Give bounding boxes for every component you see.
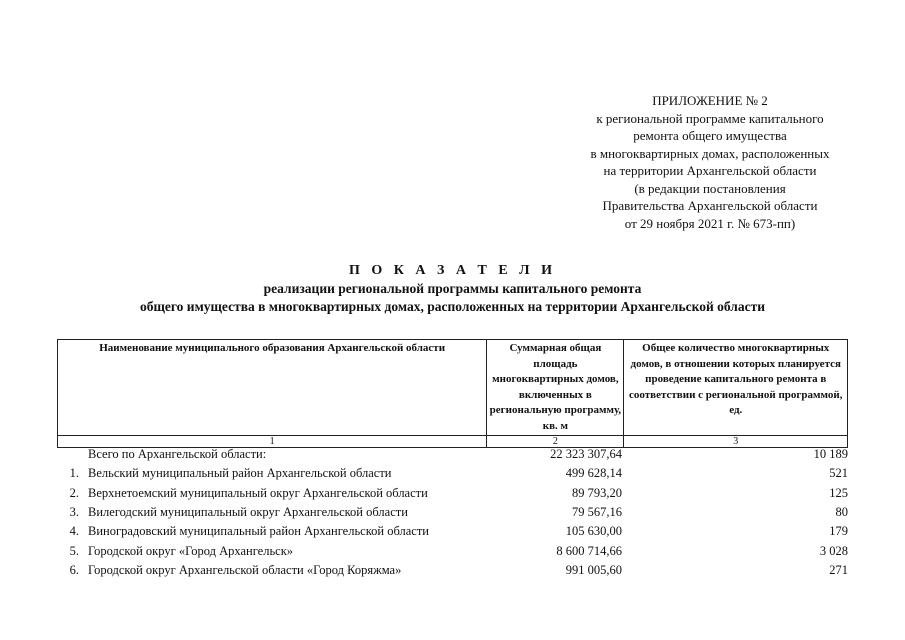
row-count: 3 028 bbox=[819, 543, 848, 558]
table-row bbox=[57, 466, 848, 484]
row-index: 1. bbox=[69, 466, 79, 481]
appendix-line: в многоквартирных домах, расположенных bbox=[590, 145, 830, 161]
header-area bbox=[487, 340, 624, 436]
appendix-line: к региональной программе капитального bbox=[596, 110, 824, 126]
title-line-2: общего имущества в многоквартирных домах, расположенных на территории Архангельской области bbox=[139, 299, 766, 314]
page-title: П О К А З А Т Е Л И bbox=[348, 263, 557, 278]
appendix-line: от 29 ноября 2021 г. № 673-пп) bbox=[624, 215, 796, 231]
column-number-row bbox=[58, 436, 848, 448]
row-area: 499 628,14 bbox=[565, 466, 622, 481]
table-row bbox=[57, 486, 848, 504]
row-name: Городской округ «Город Архангельск» bbox=[88, 543, 294, 558]
row-area: 8 600 714,66 bbox=[556, 543, 622, 558]
row-index: 6. bbox=[69, 562, 79, 577]
header-municipality-label: Наименование муниципального образования Архангельской области bbox=[99, 342, 446, 354]
header-count-label: Общее количество многоквартирных домов, в отношении которых планируется проведение капитального ремонта в соответствии с региональной программой, ед. bbox=[629, 342, 843, 416]
row-area: 991 005,60 bbox=[565, 562, 622, 577]
row-name: Городской округ Архангельской области «Город Коряжма» bbox=[88, 562, 402, 577]
row-count: 10 189 bbox=[813, 447, 848, 461]
header-municipality bbox=[58, 340, 487, 436]
header-count bbox=[624, 340, 848, 436]
row-index: 2. bbox=[69, 485, 79, 500]
appendix-line: (в редакции постановления bbox=[634, 180, 786, 196]
row-count: 271 bbox=[829, 562, 848, 577]
row-area: 22 323 307,64 bbox=[550, 447, 622, 461]
row-name: Виноградовский муниципальный район Архангельской области bbox=[88, 524, 429, 539]
column-number: 1 bbox=[58, 436, 487, 448]
row-index: 4. bbox=[69, 524, 79, 539]
table-row bbox=[57, 524, 848, 542]
header-row bbox=[58, 340, 848, 436]
row-area: 79 567,16 bbox=[572, 504, 622, 519]
table-row bbox=[57, 563, 848, 581]
appendix-line: ПРИЛОЖЕНИЕ № 2 bbox=[652, 93, 768, 108]
row-index: 5. bbox=[69, 543, 79, 558]
row-count: 125 bbox=[829, 485, 848, 500]
appendix-block bbox=[560, 92, 860, 232]
row-name: Вельский муниципальный район Архангельской области bbox=[88, 466, 392, 481]
row-count: 179 bbox=[829, 524, 848, 539]
row-name: Верхнетоемский муниципальный округ Архангельской области bbox=[88, 485, 428, 500]
row-area: 89 793,20 bbox=[572, 485, 622, 500]
appendix-line: Правительства Архангельской области bbox=[602, 198, 818, 213]
row-name: Вилегодский муниципальный округ Архангельской области bbox=[88, 504, 408, 519]
row-name: Всего по Архангельской области: bbox=[88, 447, 267, 461]
column-number: 2 bbox=[487, 436, 624, 448]
document-heading bbox=[0, 262, 905, 316]
appendix-line: ремонта общего имущества bbox=[633, 128, 787, 143]
table-row bbox=[57, 447, 848, 465]
row-count: 80 bbox=[835, 504, 848, 519]
row-area: 105 630,00 bbox=[565, 524, 622, 539]
indicators-table-header bbox=[57, 339, 848, 448]
appendix-line: на территории Архангельской области bbox=[603, 163, 817, 178]
title-line-1: реализации региональной программы капитального ремонта bbox=[263, 281, 642, 296]
row-count: 521 bbox=[829, 466, 848, 481]
header-area-label: Суммарная общая площадь многоквартирных домов, включенных в региональную программу, кв. м bbox=[489, 342, 622, 432]
row-index: 3. bbox=[69, 504, 79, 519]
table-row bbox=[57, 505, 848, 523]
column-number: 3 bbox=[624, 436, 848, 448]
table-row bbox=[57, 544, 848, 562]
